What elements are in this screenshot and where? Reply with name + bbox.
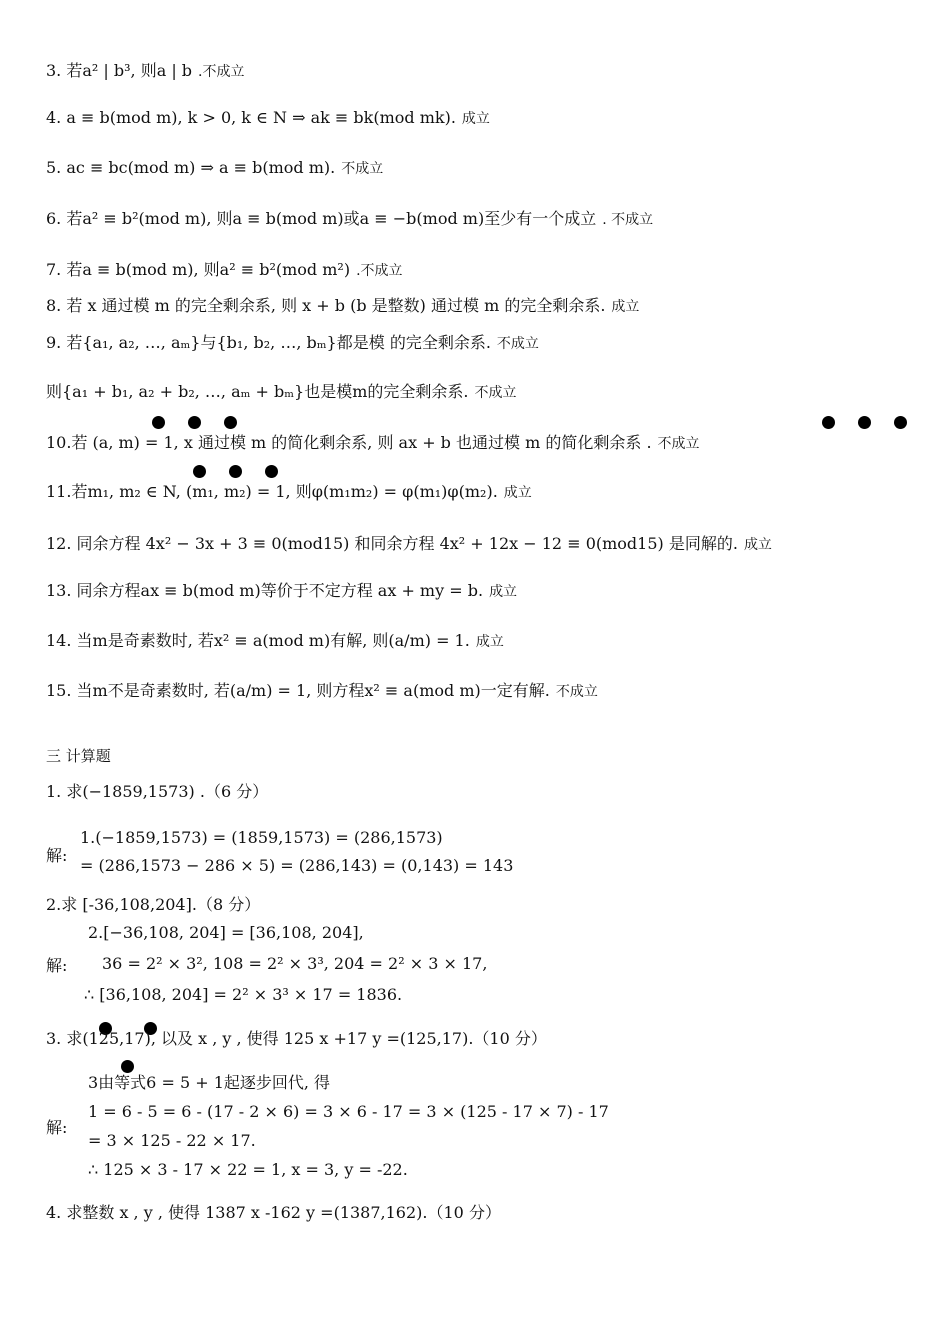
item-15 bbox=[46, 680, 598, 703]
item-12 bbox=[46, 533, 772, 556]
bullet-dot bbox=[229, 465, 242, 478]
item-10-verdict: 不成立 bbox=[657, 436, 700, 452]
item-13-verdict: 成立 bbox=[489, 584, 518, 600]
solution-label: 解: bbox=[46, 846, 68, 865]
item-9-cont bbox=[46, 381, 517, 404]
item-14 bbox=[46, 630, 504, 653]
item-14-text: 14. 当m是奇素数时, 若x² ≡ a(mod m)有解, 则(a/m) = 1. bbox=[46, 631, 470, 650]
item-9-verdict: 不成立 bbox=[496, 336, 539, 352]
problem-1-solution-line: = (286,1573 − 286 × 5) = (286,143) = (0,143) = 143 bbox=[80, 856, 514, 875]
item-9-cont-text: 则{a₁ + b₁, a₂ + b₂, …, aₘ + bₘ}也是模m的完全剩余系. bbox=[46, 382, 469, 401]
problem-4-question: 4. 求整数 x , y , 使得 1387 x -162 y =(1387,162).（10 分） bbox=[46, 1203, 501, 1222]
solution-label: 解: bbox=[46, 956, 68, 975]
bullet-dot bbox=[894, 416, 907, 429]
item-6-verdict: . 不成立 bbox=[602, 212, 654, 228]
item-13-text: 13. 同余方程ax ≡ b(mod m)等价于不定方程 ax + my = b. bbox=[46, 581, 484, 600]
problem-2-solution-line: 2.[−36,108, 204] = [36,108, 204], bbox=[88, 923, 364, 942]
problem-1-solution-line: 1.(−1859,1573) = (1859,1573) = (286,1573) bbox=[80, 828, 443, 847]
item-3-text: 3. 若a² | b³, 则a | b bbox=[46, 61, 193, 80]
item-11-text: 11.若m₁, m₂ ∈ N, (m₁, m₂) = 1, 则φ(m₁m₂) = φ(m₁)φ(m₂). bbox=[46, 482, 498, 501]
problem-3-solution-line: 3由等式6 = 5 + 1起逐步回代, 得 bbox=[88, 1073, 331, 1092]
item-10 bbox=[46, 432, 700, 455]
problem-2-question: 2.求 [-36,108,204].（8 分） bbox=[46, 895, 261, 914]
item-4 bbox=[46, 107, 490, 130]
problem-3-solution-line: ∴ 125 × 3 - 17 × 22 = 1, x = 3, y = -22. bbox=[88, 1160, 408, 1179]
bullet-dot bbox=[188, 416, 201, 429]
item-15-text: 15. 当m不是奇素数时, 若(a/m) = 1, 则方程x² ≡ a(mod m)一定有解. bbox=[46, 681, 550, 700]
item-3-verdict: .不成立 bbox=[198, 64, 245, 80]
item-14-verdict: 成立 bbox=[475, 634, 504, 650]
problem-2-solution-line: 36 = 2² × 3², 108 = 2² × 3³, 204 = 2² × 3 × 17, bbox=[102, 954, 488, 973]
problem-3-solution-line: = 3 × 125 - 22 × 17. bbox=[88, 1131, 256, 1150]
item-6-text: 6. 若a² ≡ b²(mod m), 则a ≡ b(mod m)或a ≡ −b(mod m)至少有一个成立 bbox=[46, 209, 597, 228]
item-13 bbox=[46, 580, 517, 603]
item-8 bbox=[46, 295, 639, 318]
bullet-dot bbox=[193, 465, 206, 478]
item-7-text: 7. 若a ≡ b(mod m), 则a² ≡ b²(mod m²) bbox=[46, 260, 351, 279]
item-8-text: 8. 若 x 通过模 m 的完全剩余系, 则 x + b (b 是整数) 通过模 m 的完全剩余系. bbox=[46, 296, 606, 315]
item-4-text: 4. a ≡ b(mod m), k > 0, k ∈ N ⇒ ak ≡ bk(mod mk). bbox=[46, 108, 456, 127]
item-10-text: 10.若 (a, m) = 1, x 通过模 m 的简化剩余系, 则 ax + b 也通过模 m 的简化剩余系 . bbox=[46, 433, 652, 452]
problem-3-question: 3. 求(125,17), 以及 x , y , 使得 125 x +17 y =(125,17).（10 分） bbox=[46, 1029, 547, 1048]
item-3 bbox=[46, 60, 245, 83]
bullet-dot bbox=[858, 416, 871, 429]
bullet-dot bbox=[152, 416, 165, 429]
item-7 bbox=[46, 259, 403, 282]
solution-label: 解: bbox=[46, 1118, 68, 1137]
problem-1-question: 1. 求(−1859,1573) .（6 分） bbox=[46, 782, 269, 801]
item-5-verdict: 不成立 bbox=[341, 161, 384, 177]
item-8-verdict: 成立 bbox=[611, 299, 640, 315]
item-7-verdict: .不成立 bbox=[356, 263, 403, 279]
item-4-verdict: 成立 bbox=[461, 111, 490, 127]
item-11-verdict: 成立 bbox=[503, 485, 532, 501]
section-heading: 三 计算题 bbox=[46, 747, 111, 765]
bullet-dot bbox=[224, 416, 237, 429]
item-9-text: 9. 若{a₁, a₂, …, aₘ}与{b₁, b₂, …, bₘ}都是模 的完全剩余系. bbox=[46, 333, 491, 352]
item-12-text: 12. 同余方程 4x² − 3x + 3 ≡ 0(mod15) 和同余方程 4x² + 12x − 12 ≡ 0(mod15) 是同解的. bbox=[46, 534, 738, 553]
problem-2-solution-line: ∴ [36,108, 204] = 2² × 3³ × 17 = 1836. bbox=[84, 985, 403, 1004]
item-5 bbox=[46, 157, 383, 180]
item-12-verdict: 成立 bbox=[743, 537, 772, 553]
item-6 bbox=[46, 208, 653, 231]
item-9 bbox=[46, 332, 539, 355]
item-15-verdict: 不成立 bbox=[555, 684, 598, 700]
problem-3-solution-line: 1 = 6 - 5 = 6 - (17 - 2 × 6) = 3 × 6 - 17 = 3 × (125 - 17 × 7) - 17 bbox=[88, 1102, 609, 1121]
bullet-dot bbox=[822, 416, 835, 429]
item-11 bbox=[46, 481, 532, 504]
item-5-text: 5. ac ≡ bc(mod m) ⇒ a ≡ b(mod m). bbox=[46, 158, 336, 177]
item-9-cont-verdict: 不成立 bbox=[474, 385, 517, 401]
bullet-dot bbox=[265, 465, 278, 478]
